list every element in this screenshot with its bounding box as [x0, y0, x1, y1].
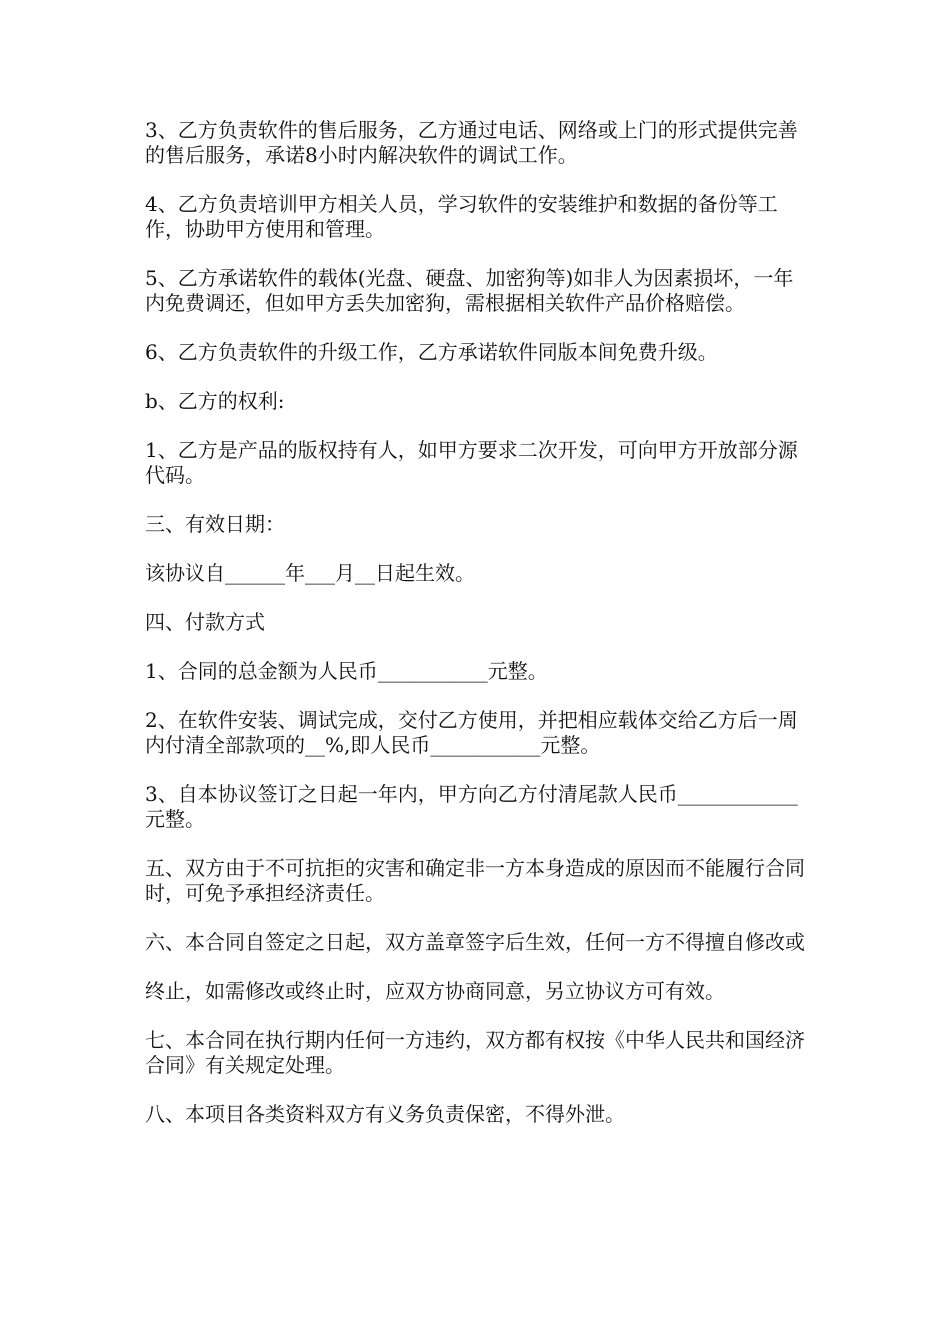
- section-effective-date: 三、有效日期：: [145, 512, 285, 536]
- document-body: [145, 118, 810, 1151]
- clause-copyright: 1、乙方是产品的版权持有人，如甲方要求二次开发，可向甲方开放部分源代码。: [145, 438, 798, 487]
- clause-first-payment: 2、在软件安装、调试完成，交付乙方使用，并把相应载体交给乙方后一周内付清全部款项的__%,即人民币___________元整。: [145, 708, 798, 757]
- clause-effective-date: 该协议自______年___月__日起生效。: [145, 561, 475, 585]
- clause-final-payment: 3、自本协议签订之日起一年内，甲方向乙方付清尾款人民币____________元整。: [145, 782, 798, 831]
- clause-total-amount: 1、合同的总金额为人民币___________元整。: [145, 659, 548, 683]
- clause-after-sales-service: 3、乙方负责软件的售后服务，乙方通过电话、网络或上门的形式提供完善的售后服务，承诺8小时内解决软件的调试工作。: [145, 118, 798, 167]
- section-party-b-rights: b、乙方的权利:: [145, 389, 285, 413]
- clause-training: 4、乙方负责培训甲方相关人员，学习软件的安装维护和数据的备份等工作，协助甲方使用和管理。: [145, 192, 778, 241]
- section-force-majeure: 五、双方由于不可抗拒的灾害和确定非一方本身造成的原因而不能履行合同时，可免予承担经济责任。: [145, 856, 805, 905]
- section-contract-effect: 六、本合同自签定之日起，双方盖章签字后生效，任何一方不得擅自修改或: [145, 930, 805, 954]
- clause-media-warranty: 5、乙方承诺软件的载体(光盘、硬盘、加密狗等)如非人为因素损坏，一年内免费调还，但如甲方丢失加密狗，需根据相关软件产品价格赔偿。: [145, 266, 794, 315]
- section-confidentiality: 八、本项目各类资料双方有义务负责保密，不得外泄。: [145, 1102, 625, 1126]
- section-breach: 七、本合同在执行期内任何一方违约，双方都有权按《中华人民共和国经济合同》有关规定处理。: [145, 1028, 805, 1077]
- section-payment-method: 四、付款方式: [145, 610, 265, 634]
- clause-contract-termination: 终止，如需修改或终止时，应双方协商同意，另立协议方可有效。: [145, 979, 725, 1003]
- clause-upgrades: 6、乙方负责软件的升级工作，乙方承诺软件同版本间免费升级。: [145, 340, 718, 364]
